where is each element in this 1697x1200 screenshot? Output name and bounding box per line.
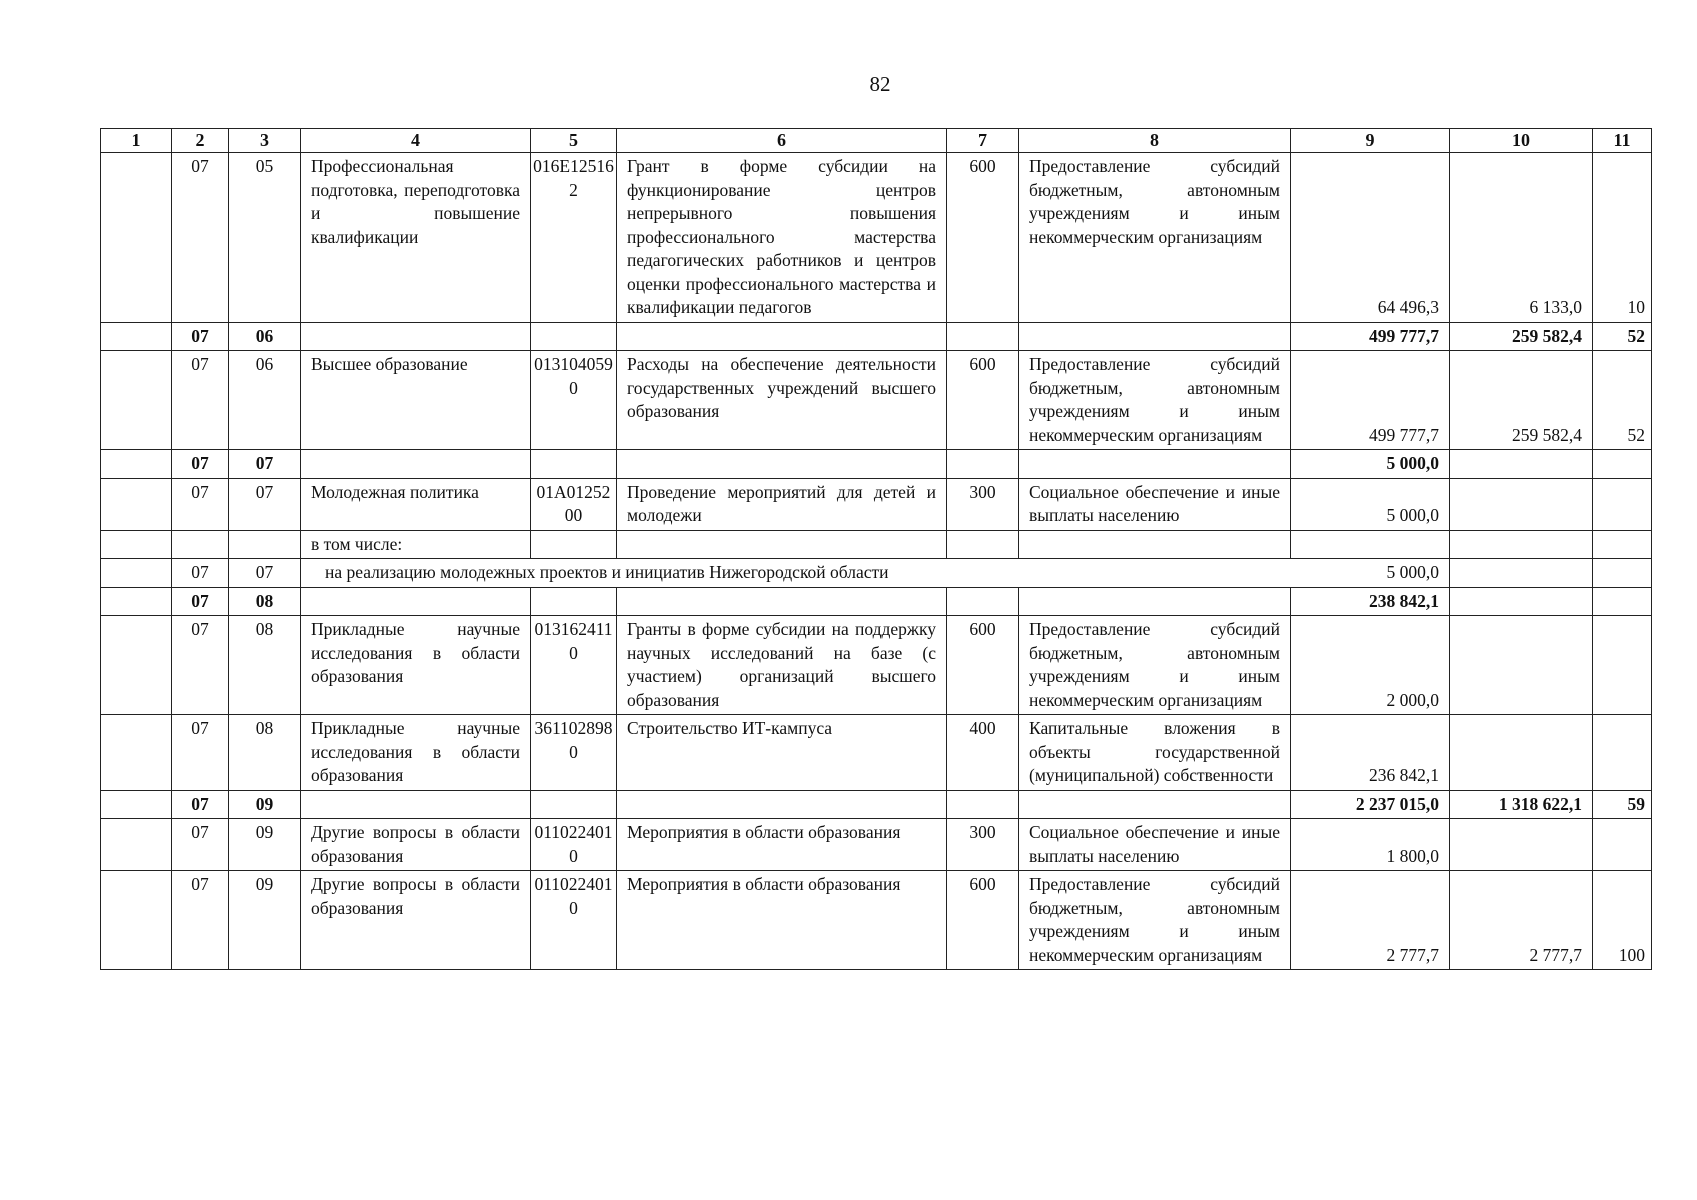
target-article-code: 0131040590 [531,351,617,450]
amount-col9: 236 842,1 [1291,715,1450,791]
amount-col10 [1450,450,1593,479]
subtotal-row [101,322,1652,351]
header-cell: 10 [1450,129,1593,153]
subsection-code: 09 [229,871,301,970]
expense-type-name: Социальное обеспечение и иные выплаты населению [1019,478,1291,530]
expense-description: Грант в форме субсидии на функционирование центров непрерывного повышения профессионального мастерства педагогических работников и центров оценки профессионального мастерства и квалификации педагогов [617,153,947,323]
table-row [101,819,1652,871]
note-row [101,530,1652,559]
header-cell: 7 [947,129,1019,153]
subsection-name: Молодежная политика [301,478,531,530]
subsection-name: Высшее образование [301,351,531,450]
expense-type-code: 400 [947,715,1019,791]
section-code: 07 [172,153,229,323]
amount-col10: 259 582,4 [1450,322,1593,351]
amount-col9: 2 237 015,0 [1291,790,1450,819]
amount-col9: 5 000,0 [1291,450,1450,479]
expense-type-code: 300 [947,819,1019,871]
expense-description: Гранты в форме субсидии на поддержку научных исследований на базе (с участием) организаций высшего образования [617,616,947,715]
amount-col10: 1 318 622,1 [1450,790,1593,819]
amount-col10 [1450,819,1593,871]
amount-col10 [1450,587,1593,616]
table-body [101,129,1652,970]
section-code: 07 [172,351,229,450]
section-code: 07 [172,450,229,479]
amount-col9: 499 777,7 [1291,351,1450,450]
header-cell: 9 [1291,129,1450,153]
amount-col9: 2 000,0 [1291,616,1450,715]
budget-table [100,128,1652,970]
percent-col11 [1593,450,1652,479]
expense-description: Расходы на обеспечение деятельности государственных учреждений высшего образования [617,351,947,450]
amount-col10 [1450,616,1593,715]
expense-description: Мероприятия в области образования [617,819,947,871]
subsection-code: 09 [229,790,301,819]
amount-col10 [1450,715,1593,791]
section-code: 07 [172,587,229,616]
subsection-code: 08 [229,715,301,791]
subsection-name: Другие вопросы в области образования [301,871,531,970]
subsection-name: Прикладные научные исследования в области образования [301,616,531,715]
header-row [101,129,1652,153]
header-cell: 4 [301,129,531,153]
header-cell: 3 [229,129,301,153]
subsection-code: 06 [229,351,301,450]
amount-col9: 1 800,0 [1291,819,1450,871]
subsection-code: 06 [229,322,301,351]
expense-type-code: 600 [947,616,1019,715]
percent-col11 [1593,478,1652,530]
table-row [101,871,1652,970]
subsection-code: 07 [229,450,301,479]
amount-col9: 238 842,1 [1291,587,1450,616]
expense-type-name: Предоставление субсидий бюджетным, автономным учреждениям и иным некоммерческим организациям [1019,351,1291,450]
table-row [101,351,1652,450]
section-code: 07 [172,322,229,351]
amount-col9: 2 777,7 [1291,871,1450,970]
section-code: 07 [172,871,229,970]
table-row [101,616,1652,715]
percent-col11 [1593,587,1652,616]
subtotal-row [101,450,1652,479]
amount-col9: 5 000,0 [1291,478,1450,530]
amount-col9: 64 496,3 [1291,153,1450,323]
header-cell: 1 [101,129,172,153]
subsection-name: Другие вопросы в области образования [301,819,531,871]
page-number: 82 [869,72,891,96]
percent-col11: 52 [1593,351,1652,450]
expense-type-name: Капитальные вложения в объекты государственной (муниципальной) собственности [1019,715,1291,791]
table-row [101,559,1652,588]
header-cell: 2 [172,129,229,153]
percent-col11: 10 [1593,153,1652,323]
section-code: 07 [172,559,229,588]
header-cell: 6 [617,129,947,153]
header-cell: 5 [531,129,617,153]
expense-type-name: Предоставление субсидий бюджетным, автономным учреждениям и иным некоммерческим организациям [1019,616,1291,715]
section-code: 07 [172,790,229,819]
subsection-code: 07 [229,478,301,530]
note-text: в том числе: [301,530,531,559]
percent-col11 [1593,616,1652,715]
header-cell: 11 [1593,129,1652,153]
expense-type-name: Предоставление субсидий бюджетным, автономным учреждениям и иным некоммерческим организациям [1019,153,1291,323]
expense-type-code: 600 [947,153,1019,323]
subsection-code: 05 [229,153,301,323]
expense-type-name: Социальное обеспечение и иные выплаты населению [1019,819,1291,871]
percent-col11 [1593,819,1652,871]
target-article-code: 0110224010 [531,819,617,871]
expense-description: Мероприятия в области образования [617,871,947,970]
purpose-text: на реализацию молодежных проектов и инициатив Нижегородской области [301,559,1291,588]
percent-col11: 52 [1593,322,1652,351]
section-code: 07 [172,616,229,715]
amount-col9: 499 777,7 [1291,322,1450,351]
amount-col10: 259 582,4 [1450,351,1593,450]
target-article-code: 0110224010 [531,871,617,970]
expense-type-code: 600 [947,351,1019,450]
target-article-code: 016E125162 [531,153,617,323]
target-article-code: 01А0125200 [531,478,617,530]
section-code: 07 [172,478,229,530]
subsection-name: Прикладные научные исследования в области образования [301,715,531,791]
subsection-name: Профессиональная подготовка, переподготовка и повышение квалификации [301,153,531,323]
section-code: 07 [172,819,229,871]
amount-col10: 6 133,0 [1450,153,1593,323]
percent-col11 [1593,715,1652,791]
expense-type-code: 300 [947,478,1019,530]
expense-description: Строительство ИТ-кампуса [617,715,947,791]
table-row [101,153,1652,323]
percent-col11: 59 [1593,790,1652,819]
section-code: 07 [172,715,229,791]
expense-type-code: 600 [947,871,1019,970]
expense-type-name: Предоставление субсидий бюджетным, автономным учреждениям и иным некоммерческим организациям [1019,871,1291,970]
subsection-code: 09 [229,819,301,871]
subsection-code: 08 [229,587,301,616]
table-row [101,478,1652,530]
subsection-code: 08 [229,616,301,715]
expense-description: Проведение мероприятий для детей и молодежи [617,478,947,530]
subtotal-row [101,587,1652,616]
target-article-code: 0131624110 [531,616,617,715]
amount-col10 [1450,478,1593,530]
table-row [101,715,1652,791]
subtotal-row [101,790,1652,819]
target-article-code: 3611028980 [531,715,617,791]
header-cell: 8 [1019,129,1291,153]
amount-col10: 2 777,7 [1450,871,1593,970]
percent-col11: 100 [1593,871,1652,970]
subsection-code: 07 [229,559,301,588]
amount-col9: 5 000,0 [1291,559,1450,588]
